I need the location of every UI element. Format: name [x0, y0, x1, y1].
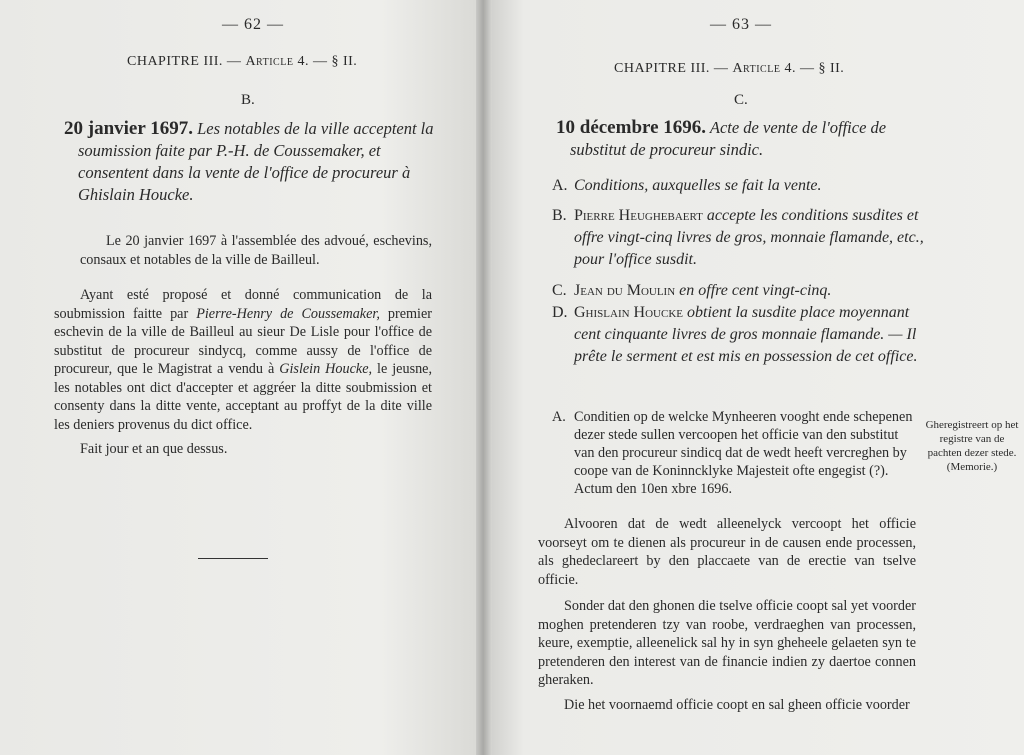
para-closing [54, 440, 432, 459]
text-run: le jeusne, les notables ont dict d'accepter et aggréer la ditte soubmission et consenty dans la ditte vente, acceptant au proffyt de la dite ville les deniers provenus du dict office. [54, 361, 433, 433]
person-name: Gislein Houcke, [279, 361, 373, 377]
heading-date: 20 janvier 1697. [64, 118, 193, 139]
item-text [552, 302, 924, 368]
item-body: obtient la susdite place moyennant cent cinquante livres de gros monnaie flamande. — Il prête le serment et est mis en possession de cet office. [574, 304, 918, 365]
chapter-prefix: CHAPITRE III. — [127, 54, 242, 69]
end-rule [198, 558, 268, 559]
paragraph: Sonder dat den ghonen die tselve officie coopt sal yet voorder moghen pretenderen tzy van roobe, verdraeghen van processen, keure, exemptie, alleenelick sal hy in syn gheheele gelaeten syn te pretenderen den interest van de financie indien zy daertoe connen gheraken. [538, 598, 916, 688]
item-text [552, 175, 924, 197]
heading-date: 10 décembre 1696. [556, 117, 707, 138]
item-text [552, 280, 924, 302]
dutch-condition [552, 408, 922, 498]
paragraph: Le 20 janvier 1697 à l'assemblée des advoué, eschevins, consaux et notables de la ville de Bailleul. [80, 233, 432, 268]
chapter-suffix: 4. — § II. [784, 61, 845, 76]
item-label: D. [552, 304, 568, 321]
list-item [552, 302, 924, 368]
text-run: premier eschevin de la ville de Bailleul au sieur De Lisle pour l'office de substitut de procureur sindycq, comme aussy de l'office de procureur, que le Magistrat a vendu à [54, 305, 433, 377]
section-letter: C. [734, 92, 748, 108]
person-name: Jean du Moulin [574, 282, 676, 299]
left-page [0, 0, 476, 755]
item-body: en offre cent vingt-cinq. [679, 282, 832, 299]
paragraph: Die het voornaemd officie coopt en sal gheen officie voorder [564, 696, 910, 713]
para-assembly [80, 232, 432, 269]
person-name: Ghislain Houcke [574, 304, 683, 321]
chapter-heading [127, 54, 357, 70]
item-text: Conditien op de welcke Mynheeren vooght ende schepenen dezer stede sullen vercoopen het officie van den substitut van den procureur sindicq dat de wedt heeft vercreghen by coope van de Koninncklyke Majesteit ofte engegist (?). Actum den 10en xbre 1696. [574, 409, 913, 497]
item-label: C. [552, 282, 567, 299]
section-letter: B. [241, 92, 255, 108]
list-item [552, 205, 924, 271]
list-item [552, 280, 924, 302]
heading-text: Les notables de la ville acceptent la soumission faite par P.-H. de Coussemaker, et consentent dans la vente de l'office de procureur à Ghislain Houcke. [78, 119, 434, 204]
chapter-heading [614, 61, 844, 77]
text-run: Ayant esté proposé et donné communication de la soubmission faitte par [54, 287, 432, 322]
list-item [552, 175, 924, 197]
item-label: A. [552, 409, 566, 425]
right-page [492, 0, 1024, 755]
document-heading [64, 118, 454, 206]
paragraph: Fait jour et an que dessus. [80, 441, 228, 457]
book-gutter [476, 0, 492, 755]
person-name: Pierre Heughebaert [574, 207, 703, 224]
paragraph [54, 286, 432, 434]
page-number: — 62 — [222, 16, 284, 33]
chapter-article: Article [245, 54, 294, 69]
item-text [552, 205, 924, 271]
person-name: Pierre-Henry de Coussemaker, [196, 305, 380, 322]
heading-text: Acte de vente de l'office de substitut de procureur sindic. [570, 118, 887, 159]
para-main [54, 286, 432, 434]
chapter-prefix: CHAPITRE III. — [614, 61, 729, 76]
paragraph: Alvooren dat de wedt alleenelyck vercoopt het officie voorseyt om te dienen als procureur in de causen ende processen, als ghedeclareert by den placcaete van de erectie van tselve officie. [538, 516, 916, 588]
item-body: accepte les conditions susdites et offre vingt-cinq livres de gros, monnaie flamande, etc., pour l'office susdit. [574, 207, 924, 268]
dutch-paragraphs [538, 515, 916, 714]
document-heading [556, 117, 940, 161]
chapter-article: Article [732, 61, 781, 76]
item-label: B. [552, 207, 567, 224]
page-number: — 63 — [710, 16, 772, 33]
item-body: Conditions, auxquelles se fait la vente. [574, 177, 822, 194]
chapter-suffix: 4. — § II. [297, 54, 358, 69]
margin-note: Gheregistreert op het registre van de pachten dezer stede. (Memorie.) [925, 419, 1019, 473]
item-label: A. [552, 177, 568, 194]
